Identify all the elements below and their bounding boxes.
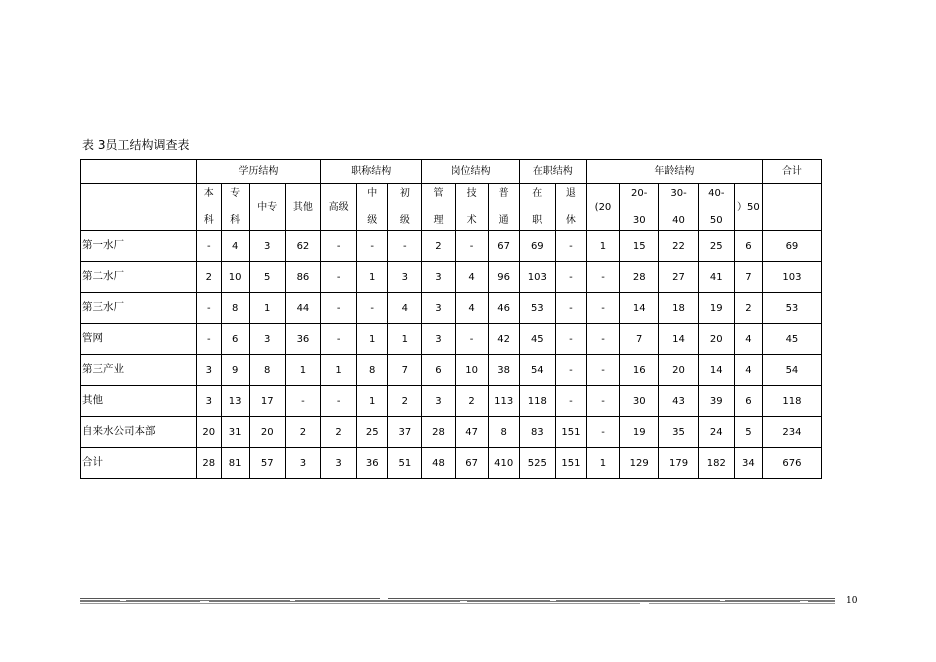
table-cell: 410	[488, 448, 519, 479]
table-cell: 20	[249, 417, 285, 448]
table-cell: 69	[762, 231, 821, 262]
col-bachelor-b: 科	[203, 215, 214, 226]
col-retired-a: 退	[565, 188, 576, 199]
table-cell: 8	[221, 293, 249, 324]
col-age-20-30	[620, 184, 659, 231]
table-cell: 7	[620, 324, 659, 355]
col-senior: 高级	[321, 184, 357, 231]
col-technique-a: 技	[466, 188, 477, 199]
table-cell: 4	[388, 293, 422, 324]
table-cell: 1	[586, 231, 619, 262]
table-cell: 3	[422, 293, 455, 324]
table-cell: 118	[519, 386, 555, 417]
table-cell: 2	[734, 293, 762, 324]
table-row	[81, 355, 822, 386]
table-cell: 6	[221, 324, 249, 355]
table-cell: 179	[659, 448, 698, 479]
table-cell: 103	[762, 262, 821, 293]
table-cell: -	[555, 293, 586, 324]
table-cell: 57	[249, 448, 285, 479]
table-row	[81, 386, 822, 417]
row-label: 第二水厂	[81, 262, 197, 293]
table-cell: 45	[762, 324, 821, 355]
sub-header-row	[81, 184, 822, 231]
table-cell: 129	[620, 448, 659, 479]
table-cell: -	[285, 386, 320, 417]
table-cell: 2	[422, 231, 455, 262]
corner-cell	[81, 160, 197, 184]
table-cell: 30	[620, 386, 659, 417]
table-cell: 67	[455, 448, 488, 479]
table-cell: 8	[488, 417, 519, 448]
table-cell: 3	[422, 262, 455, 293]
table-cell: 46	[488, 293, 519, 324]
table-cell: 2	[285, 417, 320, 448]
table-cell: 1	[321, 355, 357, 386]
group-title: 职称结构	[321, 160, 422, 184]
table-cell: 1	[357, 324, 388, 355]
col-retired-b: 休	[565, 215, 576, 226]
col-age-30-40	[659, 184, 698, 231]
table-row	[81, 417, 822, 448]
table-cell: 20	[659, 355, 698, 386]
table-cell: 51	[388, 448, 422, 479]
table-cell: 53	[519, 293, 555, 324]
footer-rule-graphic	[80, 597, 835, 607]
col-management-b: 理	[433, 215, 444, 226]
table-cell: 4	[734, 324, 762, 355]
group-position: 岗位结构	[422, 160, 519, 184]
group-employment: 在职结构	[519, 160, 586, 184]
table-cell: 6	[734, 231, 762, 262]
table-cell: 3	[249, 324, 285, 355]
col-college-b: 科	[230, 215, 241, 226]
table-cell: 35	[659, 417, 698, 448]
row-label: 第一水厂	[81, 231, 197, 262]
table-cell: 151	[555, 417, 586, 448]
table-cell: 86	[285, 262, 320, 293]
table-cell: 5	[734, 417, 762, 448]
table-cell: 2	[455, 386, 488, 417]
col-technical: 中专	[249, 184, 285, 231]
table-cell: 8	[357, 355, 388, 386]
footer-rule	[80, 597, 835, 607]
table-cell: 7	[734, 262, 762, 293]
table-cell: -	[196, 231, 221, 262]
table-cell: -	[388, 231, 422, 262]
table-cell: 1	[249, 293, 285, 324]
table-cell: 47	[455, 417, 488, 448]
col-general	[488, 184, 519, 231]
table-cell: 20	[196, 417, 221, 448]
table-cell: -	[321, 386, 357, 417]
table-cell: 15	[620, 231, 659, 262]
table-row	[81, 293, 822, 324]
corner-cell-2	[81, 184, 197, 231]
table-cell: 7	[388, 355, 422, 386]
table-cell: 1	[285, 355, 320, 386]
table-cell: 19	[620, 417, 659, 448]
table-cell: 16	[620, 355, 659, 386]
table-cell: -	[555, 324, 586, 355]
col-management-a: 管	[433, 188, 444, 199]
table-cell: 3	[422, 386, 455, 417]
group-total: 合计	[762, 160, 821, 184]
table-cell: 83	[519, 417, 555, 448]
table-cell: -	[455, 231, 488, 262]
col-employed-a: 在	[532, 188, 543, 199]
table-cell: -	[555, 262, 586, 293]
table-cell: 96	[488, 262, 519, 293]
col-college-a: 专	[230, 188, 241, 199]
table-cell: 34	[734, 448, 762, 479]
table-cell: 25	[357, 417, 388, 448]
table-cell: 2	[388, 386, 422, 417]
table-cell: 6	[422, 355, 455, 386]
table-cell: -	[321, 231, 357, 262]
table-cell: 69	[519, 231, 555, 262]
table-cell: 113	[488, 386, 519, 417]
table-cell: 37	[388, 417, 422, 448]
table-cell: -	[196, 293, 221, 324]
table-cell: 8	[249, 355, 285, 386]
table-cell: 4	[734, 355, 762, 386]
row-label: 管网	[81, 324, 197, 355]
table-cell: 36	[285, 324, 320, 355]
col-retired	[555, 184, 586, 231]
table-cell: 9	[221, 355, 249, 386]
col-age-lt20: (20	[586, 184, 619, 231]
table-cell: 28	[620, 262, 659, 293]
table-cell: 38	[488, 355, 519, 386]
table-cell: 67	[488, 231, 519, 262]
table-caption: 表 3员工结构调查表	[82, 138, 190, 152]
table-cell: 151	[555, 448, 586, 479]
table-cell: -	[455, 324, 488, 355]
table-cell: 54	[519, 355, 555, 386]
col-age-20-30-b: 30	[632, 215, 646, 226]
table-cell: 44	[285, 293, 320, 324]
row-label: 合计	[81, 448, 197, 479]
table-cell: -	[586, 386, 619, 417]
table-cell: 676	[762, 448, 821, 479]
table-cell: 3	[422, 324, 455, 355]
col-age-40-50-b: 50	[709, 215, 723, 226]
table-cell: 5	[249, 262, 285, 293]
table-cell: 10	[221, 262, 249, 293]
col-employed	[519, 184, 555, 231]
col-middle-a: 中	[367, 188, 378, 199]
col-bachelor	[196, 184, 221, 231]
table-cell: -	[196, 324, 221, 355]
table-cell: 48	[422, 448, 455, 479]
col-age-30-40-b: 40	[672, 215, 685, 226]
col-technique	[455, 184, 488, 231]
table-cell: 2	[196, 262, 221, 293]
table-cell: 28	[196, 448, 221, 479]
col-middle	[357, 184, 388, 231]
table-cell: 1	[357, 386, 388, 417]
col-age-30-40-a: 30-	[670, 188, 687, 199]
table-cell: 43	[659, 386, 698, 417]
table-cell: 18	[659, 293, 698, 324]
col-other: 其他	[285, 184, 320, 231]
staff-structure-table	[80, 159, 822, 479]
col-junior	[388, 184, 422, 231]
table-cell: -	[357, 231, 388, 262]
table-cell: 22	[659, 231, 698, 262]
table-cell: 182	[698, 448, 734, 479]
table-cell: 31	[221, 417, 249, 448]
table-cell: 62	[285, 231, 320, 262]
col-general-b: 通	[498, 215, 509, 226]
group-age: 年龄结构	[586, 160, 762, 184]
table-cell: -	[586, 262, 619, 293]
col-age-20-30-a: 20-	[631, 188, 648, 199]
table-cell: 3	[196, 386, 221, 417]
table-cell: -	[555, 231, 586, 262]
table-cell: 3	[196, 355, 221, 386]
col-middle-b: 级	[367, 215, 378, 226]
table-cell: 54	[762, 355, 821, 386]
row-label: 其他	[81, 386, 197, 417]
col-total-blank	[762, 184, 821, 231]
col-employed-b: 职	[532, 215, 543, 226]
page-number: 10	[846, 596, 858, 606]
table-cell: -	[555, 386, 586, 417]
table-cell: 3	[285, 448, 320, 479]
table-cell: 14	[698, 355, 734, 386]
table-cell: -	[586, 355, 619, 386]
table-cell: 14	[659, 324, 698, 355]
table-row	[81, 324, 822, 355]
table-cell: 118	[762, 386, 821, 417]
col-college	[221, 184, 249, 231]
table-cell: 25	[698, 231, 734, 262]
col-bachelor-a: 本	[203, 188, 214, 199]
table-cell: -	[586, 293, 619, 324]
col-junior-a: 初	[399, 188, 410, 199]
table-cell: 1	[586, 448, 619, 479]
table-cell: 81	[221, 448, 249, 479]
table-cell: 20	[698, 324, 734, 355]
table-row	[81, 262, 822, 293]
row-label: 自来水公司本部	[81, 417, 197, 448]
table-cell: -	[357, 293, 388, 324]
table-cell: 4	[221, 231, 249, 262]
table-cell: 42	[488, 324, 519, 355]
table-cell: 27	[659, 262, 698, 293]
row-label: 第三水厂	[81, 293, 197, 324]
table-cell: 19	[698, 293, 734, 324]
table-cell: 1	[388, 324, 422, 355]
group-education: 学历结构	[196, 160, 320, 184]
table-cell: 39	[698, 386, 734, 417]
table-cell: 4	[455, 262, 488, 293]
table-cell: 6	[734, 386, 762, 417]
col-age-gt50: ）50	[734, 184, 762, 231]
table-cell: 3	[388, 262, 422, 293]
table-cell: 41	[698, 262, 734, 293]
table-cell: -	[586, 417, 619, 448]
col-general-a: 普	[498, 188, 509, 199]
table-cell: -	[321, 324, 357, 355]
col-junior-b: 级	[399, 215, 410, 226]
col-age-40-50	[698, 184, 734, 231]
table-cell: 103	[519, 262, 555, 293]
col-technique-b: 术	[466, 215, 477, 226]
table-cell: 14	[620, 293, 659, 324]
table-row	[81, 231, 822, 262]
table-cell: 24	[698, 417, 734, 448]
table-cell: 53	[762, 293, 821, 324]
table-cell: 3	[249, 231, 285, 262]
table-row	[81, 448, 822, 479]
table-cell: -	[555, 355, 586, 386]
col-management	[422, 184, 455, 231]
table-cell: 2	[321, 417, 357, 448]
table-cell: 10	[455, 355, 488, 386]
table-cell: -	[586, 324, 619, 355]
table-cell: 17	[249, 386, 285, 417]
table-cell: -	[321, 262, 357, 293]
table-cell: 3	[321, 448, 357, 479]
table-cell: 1	[357, 262, 388, 293]
table-cell: 45	[519, 324, 555, 355]
table-cell: 28	[422, 417, 455, 448]
row-label: 第三产业	[81, 355, 197, 386]
col-age-40-50-a: 40-	[708, 188, 725, 199]
table-cell: 13	[221, 386, 249, 417]
table-cell: 4	[455, 293, 488, 324]
group-header-row	[81, 160, 822, 184]
table-cell: 525	[519, 448, 555, 479]
table-cell: 234	[762, 417, 821, 448]
table-cell: -	[321, 293, 357, 324]
table-cell: 36	[357, 448, 388, 479]
